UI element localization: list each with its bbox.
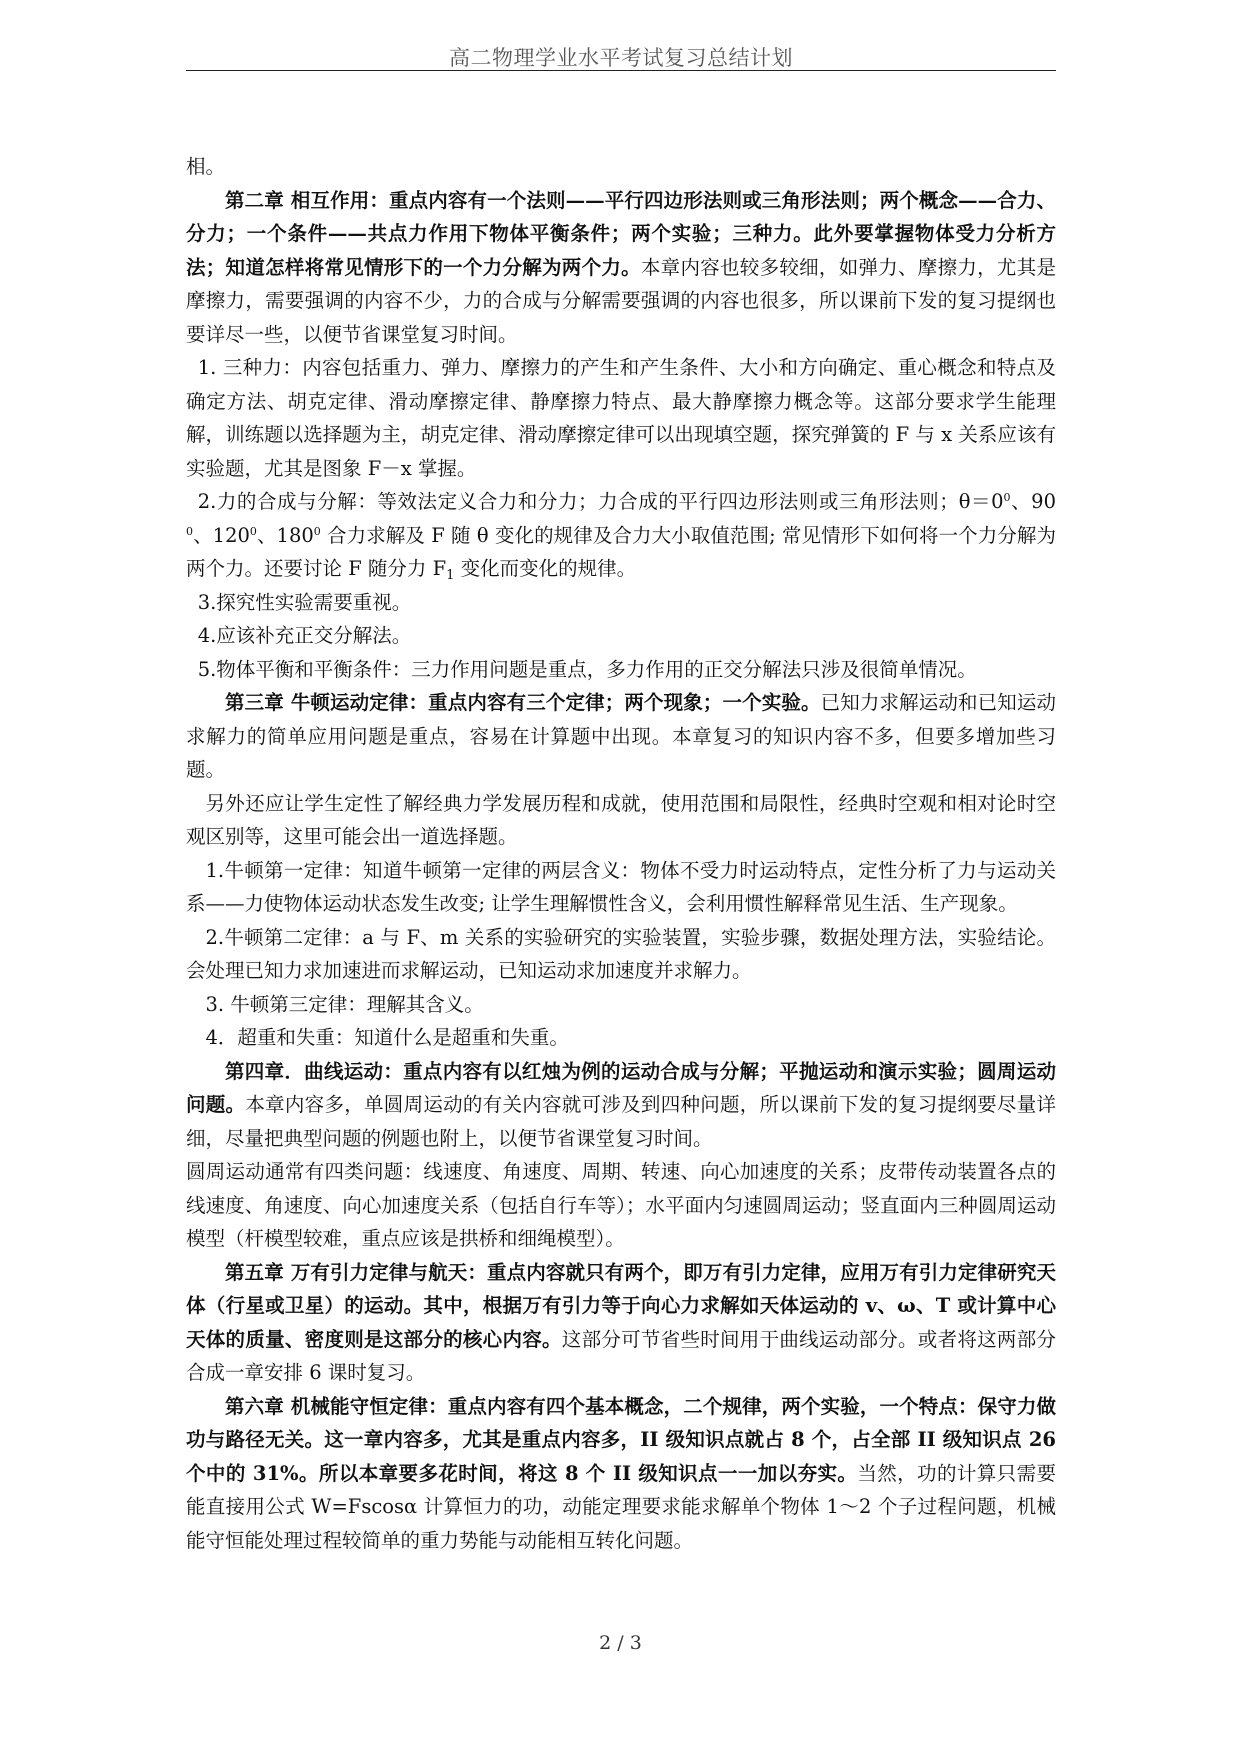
chapter-3-item-3: 3. 牛顿第三定律：理解其含义。 <box>205 992 484 1016</box>
chapter-2-item-5: 5.物体平衡和平衡条件：三力作用问题是重点，多力作用的正交分解法只涉及很简单情况。 <box>197 657 977 681</box>
chapter-2-item-1: 1. 三种力：内容包括重力、弹力、摩擦力的产生和产生条件、大小和方向确定、重心概念和特点及确定方法、胡克定律、滑动摩擦定律、静摩擦力特点、最大静摩擦力概念等。这部分要求学生能理解，训练题以选择题为主，胡克定律、滑动摩擦定律可以出现填空题，探究弹簧的 F 与 x 关系应该有实验题，尤其是图象 F－x 掌握。 <box>186 356 1056 480</box>
chapter-3-intro <box>186 686 1056 787</box>
page-header-title: 高二物理学业水平考试复习总结计划 <box>449 46 793 70</box>
chapter-4-notes: 本章内容多，单圆周运动的有关内容就可涉及到四种问题，所以课前下发的复习提纲要尽量详细，尽量把典型问题的例题也附上，以便节省课堂复习时间。 <box>186 1093 1056 1150</box>
chapter-4-extra: 圆周运动通常有四类问题：线速度、角速度、周期、转速、向心加速度的关系；皮带传动装置各点的线速度、角速度、向心加速度关系（包括自行车等）；水平面内匀速圆周运动；竖直面内三种圆周运动模型（杆模型较难，重点应该是拱桥和细绳模型）。 <box>186 1160 1056 1250</box>
chapter-3-extra: 另外还应让学生定性了解经典力学发展历程和成就，使用范围和局限性，经典时空观和相对论时空观区别等，这里可能会出一道选择题。 <box>186 791 1056 848</box>
paragraph-continuation: 相。 <box>186 155 226 178</box>
chapter-4-key-points: 第四章．曲线运动：重点内容有以红烛为例的运动合成与分解；平抛运动和演示实验；圆周运动问题。 <box>186 1059 1056 1116</box>
header-divider <box>186 70 1056 71</box>
chapter-4-intro <box>186 1055 1056 1156</box>
chapter-3-item-1: 1.牛顿第一定律：知道牛顿第一定律的两层含义：物体不受力时运动特点，定性分析了力与运动关系——力使物体运动状态发生改变; 让学生理解惯性含义，会利用惯性解释常见生活、生产现象。 <box>186 858 1056 915</box>
chapter-3-item-4: 4．超重和失重：知道什么是超重和失重。 <box>205 1026 569 1049</box>
chapter-2-item-2: 2.力的合成与分解：等效法定义合力和分力；力合成的平行四边形法则或三角形法则；$\theta=0^0$、$90^0$、$120^0$、$180^0$ 合力求解及 F 随 θ 变化的规律及合力大小取值范围; 常见情形下如何将一个力分解为两个力。还要讨论 F 随分力 $F_1$ 变化而变化的规律。 <box>186 490 1056 583</box>
chapter-2-intro <box>186 184 1056 352</box>
chapter-2-key-points: 第二章 相互作用：重点内容有一个法则——平行四边形法则或三角形法则；两个概念——合力、分力；一个条件——共点力作用下物体平衡条件；两个实验；三种力。此外要掌握物体受力分析方法；知道怎样将常见情形下的一个力分解为两个力。 <box>186 188 1056 279</box>
chapter-5-intro <box>186 1256 1056 1390</box>
document-body <box>186 150 1056 1557</box>
chapter-6-intro <box>186 1390 1056 1558</box>
chapter-5-key-points: 第五章 万有引力定律与航天：重点内容就只有两个，即万有引力定律，应用万有引力定律研究天体（行星或卫星）的运动。其中，根据万有引力等于向心力求解如天体运动的 v、ω、T 或计算中心天体的质量、密度则是这部分的核心内容。 <box>186 1260 1056 1351</box>
chapter-3-item-2: 2.牛顿第二定律：a 与 F、m 关系的实验研究的实验装置，实验步骤，数据处理方法，实验结论。会处理已知力求加速进而求解运动，已知运动求加速度并求解力。 <box>186 925 1056 982</box>
chapter-3-notes: 已知力求解运动和已知运动求解力的简单应用问题是重点，容易在计算题中出现。本章复习的知识内容不多，但要多增加些习题。 <box>186 691 1056 781</box>
chapter-2-notes: 本章内容也较多较细，如弹力、摩擦力，尤其是摩擦力，需要强调的内容不少，力的合成与分解需要强调的内容也很多，所以课前下发的复习提纲也要详尽一些，以便节省课堂复习时间。 <box>186 255 1056 346</box>
chapter-6-notes: 当然，功的计算只需要能直接用公式 W=Fscosα 计算恒力的功，动能定理要求能求解单个物体 1～2 个子过程问题，机械能守恒能处理过程较简单的重力势能与动能相互转化问题。 <box>186 1461 1056 1552</box>
chapter-2-item-3: 3.探究性实验需要重视。 <box>197 590 412 614</box>
chapter-6-key-points: 第六章 机械能守恒定律：重点内容有四个基本概念，二个规律，两个实验，一个特点：保守力做功与路径无关。这一章内容多，尤其是重点内容多，II 级知识点就占 8 个，占全部 II 级知识点 26 个中的 31%。所以本章要多花时间，将这 8 个 II 级知识点一一加以夯实。 <box>186 1394 1056 1485</box>
chapter-3-key-points: 第三章 牛顿运动定律：重点内容有三个定律；两个现象；一个实验。 <box>225 691 821 714</box>
chapter-2-item-4: 4.应该补充正交分解法。 <box>197 624 412 647</box>
chapter-5-notes: 这部分可节省些时间用于曲线运动部分。或者将这两部分合成一章安排 6 课时复习。 <box>186 1327 1056 1384</box>
page-number: 2 / 3 <box>599 1632 642 1654</box>
